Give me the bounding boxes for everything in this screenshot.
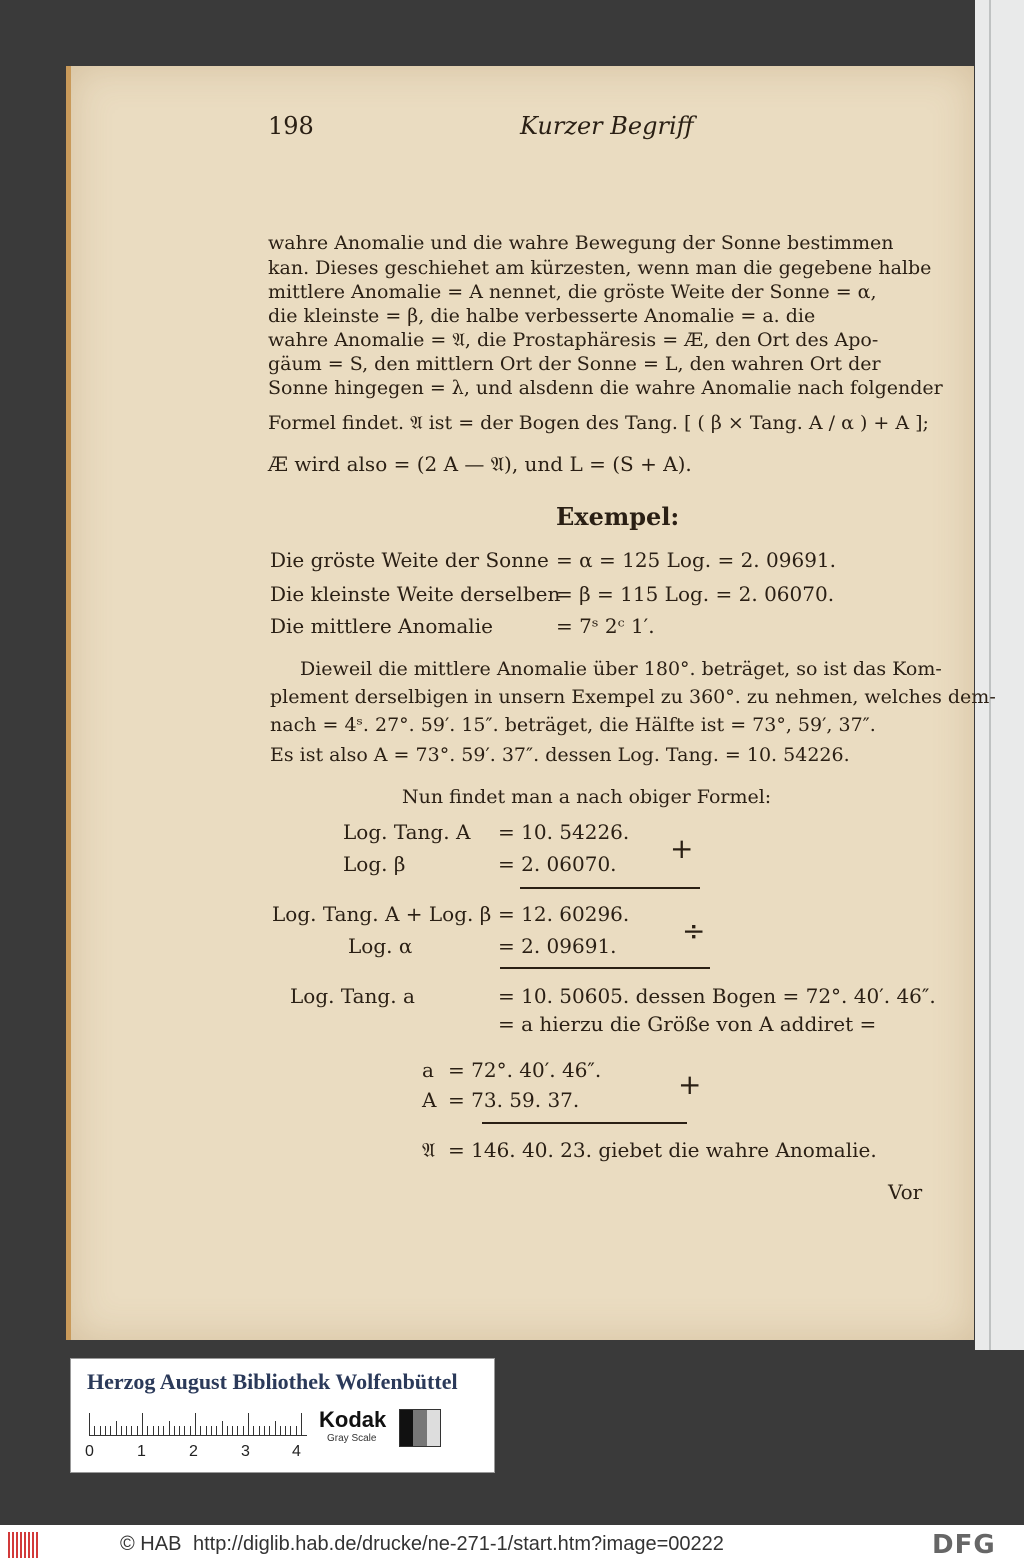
barcode-bar: [36, 1532, 38, 1558]
text-line: die kleinste = β, die halbe verbesserte Anomalie = a. die: [268, 305, 816, 327]
total-rule: [482, 1122, 687, 1124]
text-line: plement derselbigen in unsern Exempel zu 360°. zu nehmen, welches dem-: [270, 686, 996, 708]
ruler-tick: [206, 1426, 207, 1435]
scale-ruler: [89, 1407, 307, 1436]
calc-value: = 10. 54226.: [498, 820, 630, 844]
barcode-icon: [8, 1532, 42, 1558]
difference-rule: [500, 967, 710, 969]
ruler-tick: [243, 1426, 244, 1435]
catchword: Vor: [888, 1180, 923, 1204]
ruler-tick: [269, 1426, 270, 1435]
ruler-tick: [116, 1421, 117, 1435]
calc-value: = 2. 06070.: [498, 852, 617, 876]
text-line: wahre Anomalie und die wahre Bewegung der Sonne bestimmen: [268, 232, 894, 254]
calc-intro: Nun findet man a nach obiger Formel:: [402, 786, 772, 808]
ruler-tick: [89, 1413, 90, 1435]
source-url-link[interactable]: http://diglib.hab.de/drucke/ne-271-1/start.htm?image=00222: [192, 1533, 724, 1555]
ruler-tick: [280, 1426, 281, 1435]
ruler-tick: [190, 1426, 191, 1435]
example-label: Die mittlere Anomalie: [270, 614, 493, 638]
calc-label: Log. Tang. A: [343, 820, 471, 844]
ruler-tick: [142, 1413, 143, 1435]
ruler-tick: [126, 1426, 127, 1435]
kodak-subtitle: Gray Scale: [327, 1433, 377, 1444]
ruler-tick: [275, 1421, 276, 1435]
ruler-tick: [131, 1426, 132, 1435]
calc-value: = 72°. 40′. 46″.: [448, 1058, 602, 1082]
ruler-tick: [195, 1413, 196, 1435]
ruler-tick: [253, 1426, 254, 1435]
calc-value: = a hierzu die Größe von A addiret =: [498, 1012, 877, 1036]
ruler-number: 3: [241, 1443, 250, 1460]
barcode-bar: [8, 1532, 10, 1558]
barcode-bar: [20, 1532, 22, 1558]
running-head: Kurzer Begriff: [520, 112, 694, 140]
text-line: Dieweil die mittlere Anomalie über 180°. beträget, so ist das Kom-: [300, 658, 942, 680]
text-line: kan. Dieses geschiehet am kürzesten, wenn man die gegebene halbe: [268, 257, 932, 279]
footer-bar: [0, 1525, 1024, 1565]
ruler-tick: [200, 1426, 201, 1435]
ruler-tick: [222, 1421, 223, 1435]
ruler-tick: [158, 1426, 159, 1435]
text-line: Es ist also A = 73°. 59′. 37″. dessen Log. Tang. = 10. 54226.: [270, 744, 850, 766]
formula-line: Formel findet. 𝔄 ist = der Bogen des Tang. [ ( β × Tang. A / α ) + A ];: [268, 412, 929, 434]
ruler-tick: [105, 1426, 106, 1435]
calc-label: Log. Tang. a: [290, 984, 415, 1008]
ruler-tick: [296, 1426, 297, 1435]
ruler-tick: [259, 1426, 260, 1435]
ruler-tick: [285, 1426, 286, 1435]
barcode-bar: [32, 1532, 34, 1558]
text-line: Sonne hingegen = λ, und alsdenn die wahre Anomalie nach folgender: [268, 377, 943, 399]
sum-rule: [520, 887, 700, 889]
ruler-number: 0: [85, 1443, 94, 1460]
ruler-tick: [264, 1426, 265, 1435]
ruler-tick: [110, 1426, 111, 1435]
barcode-bar: [24, 1532, 26, 1558]
text-line: gäum = S, den mittlern Ort der Sonne = L, den wahren Ort der: [268, 353, 881, 375]
plus-sign: +: [670, 832, 694, 865]
example-value: = α = 125 Log. = 2. 09691.: [556, 548, 836, 572]
divide-sign: ÷: [682, 914, 706, 947]
barcode-bar: [16, 1532, 18, 1558]
ruler-tick: [301, 1413, 302, 1435]
ruler-tick: [237, 1426, 238, 1435]
example-label: Die kleinste Weite derselben: [270, 582, 561, 606]
plus-sign: +: [678, 1068, 702, 1101]
ruler-tick: [290, 1426, 291, 1435]
calc-label: A: [422, 1088, 437, 1112]
ruler-tick: [137, 1426, 138, 1435]
text-line: Æ wird also = (2 A — 𝔄), und L = (S + A).: [268, 452, 692, 476]
example-heading: Exempel:: [556, 502, 680, 531]
gray-scale-patch: [399, 1409, 441, 1447]
ruler-tick: [227, 1426, 228, 1435]
text-line: wahre Anomalie = 𝔄, die Prostaphäresis = Æ, den Ort des Apo-: [268, 329, 879, 351]
ruler-tick: [216, 1426, 217, 1435]
scan-right-strip: [975, 0, 1024, 1350]
ruler-tick: [184, 1426, 185, 1435]
calc-value: = 2. 09691.: [498, 934, 617, 958]
ruler-tick: [153, 1426, 154, 1435]
example-value: = β = 115 Log. = 2. 06070.: [556, 582, 835, 606]
ruler-tick: [232, 1426, 233, 1435]
ruler-tick: [179, 1426, 180, 1435]
calc-value: = 12. 60296.: [498, 902, 630, 926]
copyright-text: © HAB: [120, 1533, 182, 1555]
ruler-number: 4: [292, 1443, 301, 1460]
ruler-tick: [174, 1426, 175, 1435]
ruler-tick: [248, 1413, 249, 1435]
ruler-tick: [147, 1426, 148, 1435]
ruler-tick: [100, 1426, 101, 1435]
calc-label: 𝔄: [422, 1138, 436, 1162]
text-line: nach = 4ˢ. 27°. 59′. 15″. beträget, die Hälfte ist = 73°, 59′, 37″.: [270, 714, 876, 736]
ruler-tick: [169, 1421, 170, 1435]
calc-label: a: [422, 1058, 434, 1082]
calc-value: = 73. 59. 37.: [448, 1088, 580, 1112]
dfg-logo: DFG: [932, 1530, 996, 1560]
ruler-number: 1: [137, 1443, 146, 1460]
calc-value: = 146. 40. 23. giebet die wahre Anomalie.: [448, 1138, 877, 1162]
calc-label: Log. Tang. A + Log. β: [272, 902, 492, 926]
text-line: mittlere Anomalie = A nennet, die gröste Weite der Sonne = α,: [268, 281, 877, 303]
example-value: = 7ˢ 2ᶜ 1′.: [556, 614, 655, 638]
barcode-bar: [28, 1532, 30, 1558]
calc-label: Log. α: [348, 934, 413, 958]
ruler-tick: [163, 1426, 164, 1435]
library-name: Herzog August Bibliothek Wolfenbüttel: [87, 1369, 458, 1394]
library-label-card: [70, 1358, 495, 1473]
ruler-tick: [94, 1426, 95, 1435]
kodak-logo: Kodak: [319, 1407, 387, 1432]
ruler-number: 2: [189, 1443, 198, 1460]
calc-label: Log. β: [343, 852, 406, 876]
footer-credit: [120, 1533, 724, 1556]
page-number: 198: [268, 112, 314, 140]
ruler-tick: [121, 1426, 122, 1435]
barcode-bar: [12, 1532, 14, 1558]
ruler-tick: [211, 1426, 212, 1435]
calc-value: = 10. 50605. dessen Bogen = 72°. 40′. 46″.: [498, 984, 936, 1008]
example-label: Die gröste Weite der Sonne: [270, 548, 549, 572]
